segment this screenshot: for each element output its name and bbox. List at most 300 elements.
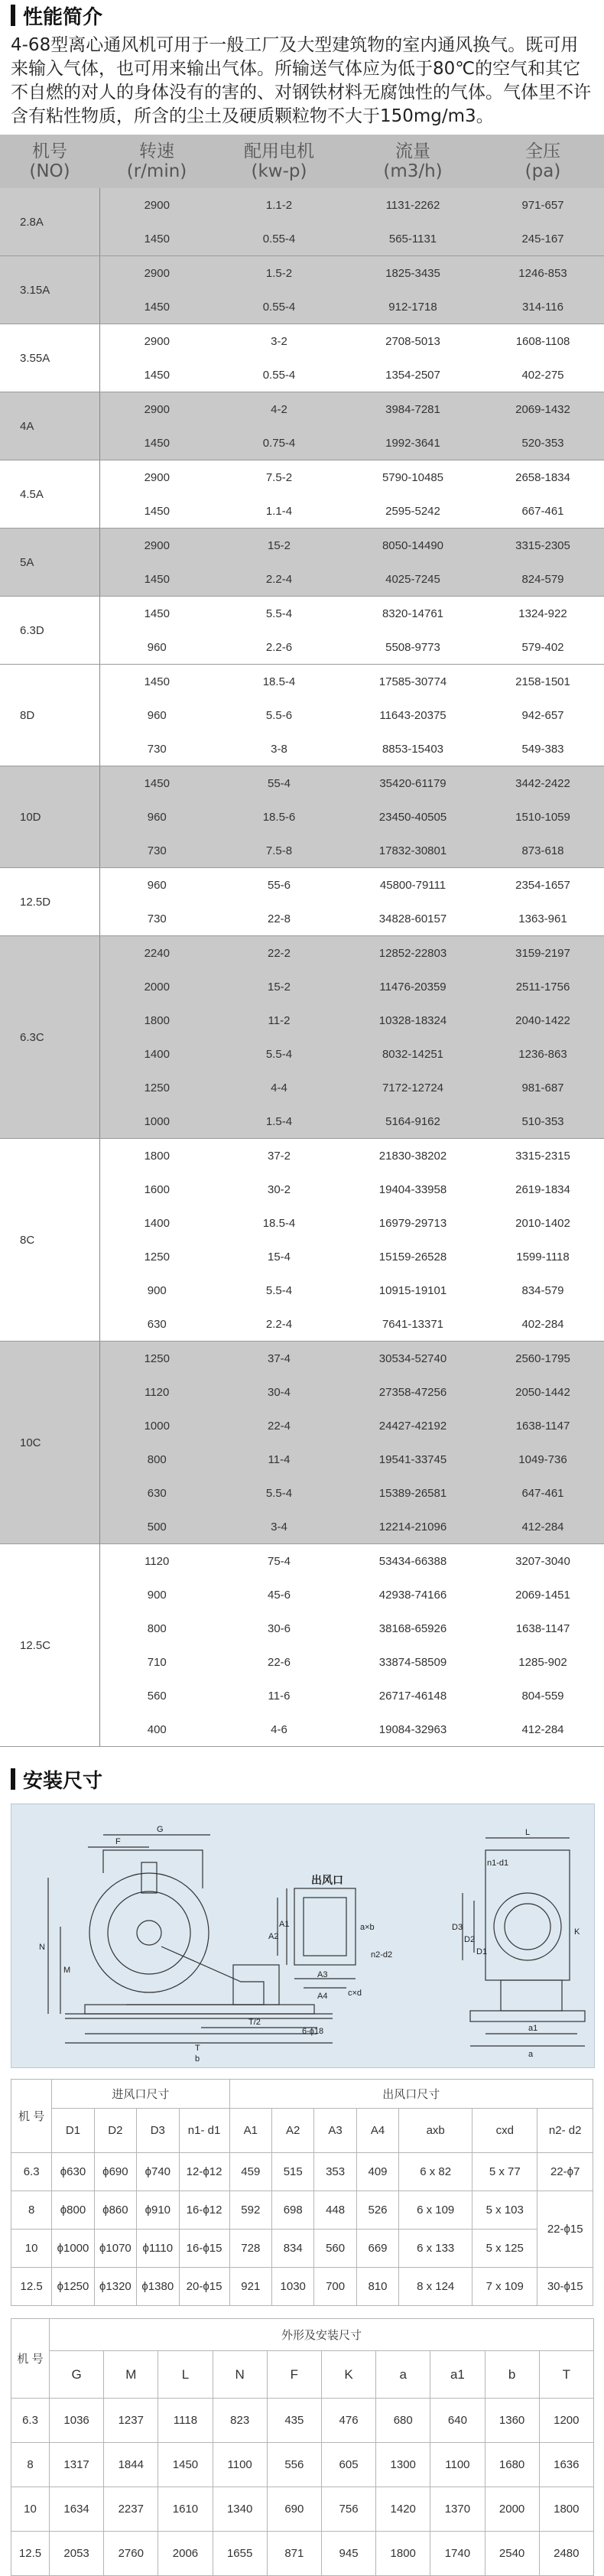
motor-cell: 0.55-4 bbox=[214, 222, 344, 256]
pressure-cell: 2354-1657 bbox=[482, 868, 604, 903]
model-cell: 4.5A bbox=[0, 460, 99, 529]
motor-cell: 1.1-4 bbox=[214, 494, 344, 529]
label-A1: A1 bbox=[279, 1920, 290, 1929]
motor-cell: 15-2 bbox=[214, 529, 344, 563]
speed-cell: 1450 bbox=[99, 494, 214, 529]
motor-cell: 3-8 bbox=[214, 732, 344, 766]
speed-cell: 1000 bbox=[99, 1409, 214, 1442]
header-speed: 转速 (r/min) bbox=[99, 135, 214, 188]
pressure-cell: 2050-1442 bbox=[482, 1375, 604, 1409]
dim1-col-header: A1 bbox=[229, 2109, 271, 2153]
motor-cell: 22-6 bbox=[214, 1645, 344, 1679]
motor-cell: 7.5-2 bbox=[214, 460, 344, 495]
speed-cell: 730 bbox=[99, 902, 214, 936]
speed-cell: 960 bbox=[99, 630, 214, 665]
flow-cell: 4025-7245 bbox=[344, 562, 482, 597]
pressure-cell: 3442-2422 bbox=[482, 766, 604, 801]
dim2-row bbox=[11, 2487, 594, 2532]
dim1-value-cell: 560 bbox=[314, 2230, 356, 2268]
label-D2: D2 bbox=[464, 1935, 476, 1944]
pressure-cell: 1638-1147 bbox=[482, 1612, 604, 1645]
speed-cell: 1800 bbox=[99, 1003, 214, 1037]
pressure-cell: 402-275 bbox=[482, 358, 604, 392]
dim1-value-cell: 698 bbox=[272, 2191, 314, 2230]
flow-cell: 38168-65926 bbox=[344, 1612, 482, 1645]
header-motor: 配用电机 (kw-p) bbox=[214, 135, 344, 188]
label-G: G bbox=[157, 1825, 164, 1834]
speed-cell: 630 bbox=[99, 1476, 214, 1510]
dim1-col-header: D2 bbox=[94, 2109, 136, 2153]
performance-row bbox=[0, 188, 604, 222]
dim1-col-header: A4 bbox=[356, 2109, 398, 2153]
speed-cell: 710 bbox=[99, 1645, 214, 1679]
model-cell: 6.3D bbox=[0, 597, 99, 665]
speed-cell: 2900 bbox=[99, 460, 214, 495]
motor-cell: 1.1-2 bbox=[214, 188, 344, 222]
dim1-col-header: D3 bbox=[137, 2109, 179, 2153]
performance-table-body bbox=[0, 188, 604, 1747]
dim2-value-cell: 1450 bbox=[158, 2443, 213, 2487]
model-cell: 8D bbox=[0, 665, 99, 766]
install-title: 安装尺寸 bbox=[23, 1769, 103, 1793]
flow-cell: 53434-66388 bbox=[344, 1544, 482, 1579]
dim2-value-cell: 945 bbox=[321, 2532, 375, 2576]
label-b: b bbox=[195, 2054, 200, 2064]
speed-cell: 800 bbox=[99, 1612, 214, 1645]
dim2-value-cell: 756 bbox=[321, 2487, 375, 2532]
motor-cell: 5.5-4 bbox=[214, 597, 344, 631]
dim2-value-cell: 1237 bbox=[104, 2399, 158, 2443]
flow-cell: 17585-30774 bbox=[344, 665, 482, 699]
speed-cell: 1450 bbox=[99, 665, 214, 699]
dim1-value-cell: 5 x 125 bbox=[472, 2230, 537, 2268]
dim2-value-cell: 1317 bbox=[50, 2443, 104, 2487]
speed-cell: 960 bbox=[99, 800, 214, 834]
flow-cell: 1131-2262 bbox=[344, 188, 482, 222]
flow-cell: 1825-3435 bbox=[344, 256, 482, 291]
label-D3: D3 bbox=[452, 1923, 463, 1932]
dim2-model-cell: 12.5 bbox=[11, 2532, 50, 2576]
pressure-cell: 2511-1756 bbox=[482, 970, 604, 1003]
pressure-cell: 412-284 bbox=[482, 1510, 604, 1544]
flow-cell: 23450-40505 bbox=[344, 800, 482, 834]
motor-cell: 5.5-4 bbox=[214, 1476, 344, 1510]
motor-cell: 2.2-4 bbox=[214, 562, 344, 597]
dim1-value-cell: 515 bbox=[272, 2153, 314, 2191]
motor-cell: 2.2-4 bbox=[214, 1307, 344, 1342]
label-A3: A3 bbox=[317, 1970, 328, 1979]
performance-section-title bbox=[0, 0, 604, 31]
dim2-col-header: K bbox=[321, 2351, 375, 2399]
flow-cell: 30534-52740 bbox=[344, 1342, 482, 1376]
flow-cell: 26717-46148 bbox=[344, 1679, 482, 1712]
pressure-cell: 3207-3040 bbox=[482, 1544, 604, 1579]
pressure-cell: 1510-1059 bbox=[482, 800, 604, 834]
flow-cell: 19541-33745 bbox=[344, 1442, 482, 1476]
inlet-outlet-dimension-table bbox=[11, 2079, 593, 2306]
dim1-row bbox=[11, 2268, 593, 2306]
dim2-value-cell: 1420 bbox=[376, 2487, 430, 2532]
dim2-model-header: 机 号 bbox=[11, 2319, 50, 2399]
dim2-value-cell: 1610 bbox=[158, 2487, 213, 2532]
dim1-outlet-header: 出风口尺寸 bbox=[229, 2080, 593, 2109]
performance-row bbox=[0, 460, 604, 495]
pressure-cell: 1599-1118 bbox=[482, 1240, 604, 1273]
label-cxd: c×d bbox=[348, 1989, 362, 1998]
flow-cell: 10915-19101 bbox=[344, 1273, 482, 1307]
pressure-cell: 579-402 bbox=[482, 630, 604, 665]
dim2-value-cell: 1360 bbox=[485, 2399, 539, 2443]
dim1-value-cell: 409 bbox=[356, 2153, 398, 2191]
header-model: 机号 (NO) bbox=[0, 135, 99, 188]
dim2-col-header: G bbox=[50, 2351, 104, 2399]
label-K: K bbox=[574, 1927, 580, 1937]
speed-cell: 2900 bbox=[99, 324, 214, 359]
flow-cell: 35420-61179 bbox=[344, 766, 482, 801]
performance-header-row bbox=[0, 135, 604, 188]
speed-cell: 1450 bbox=[99, 290, 214, 324]
dim1-value-cell: 834 bbox=[272, 2230, 314, 2268]
dim1-value-cell: ϕ1070 bbox=[94, 2230, 136, 2268]
dim1-col-header: n1- d1 bbox=[179, 2109, 229, 2153]
dim1-model-cell: 10 bbox=[11, 2230, 52, 2268]
performance-row bbox=[0, 256, 604, 291]
pressure-cell: 2069-1451 bbox=[482, 1578, 604, 1612]
install-section-title bbox=[0, 1764, 604, 1794]
motor-cell: 3-2 bbox=[214, 324, 344, 359]
motor-cell: 4-6 bbox=[214, 1712, 344, 1747]
label-outlet: 出风口 bbox=[311, 1874, 343, 1886]
label-L: L bbox=[525, 1828, 531, 1837]
dim1-value-cell: 459 bbox=[229, 2153, 271, 2191]
model-cell: 2.8A bbox=[0, 188, 99, 256]
dim1-model-cell: 12.5 bbox=[11, 2268, 52, 2306]
model-cell: 5A bbox=[0, 529, 99, 597]
performance-row bbox=[0, 324, 604, 359]
motor-cell: 4-2 bbox=[214, 392, 344, 427]
pressure-cell: 647-461 bbox=[482, 1476, 604, 1510]
flow-cell: 19084-32963 bbox=[344, 1712, 482, 1747]
label-M: M bbox=[63, 1966, 71, 1975]
model-cell: 6.3C bbox=[0, 936, 99, 1139]
pressure-cell: 3315-2315 bbox=[482, 1139, 604, 1173]
dim2-value-cell: 690 bbox=[267, 2487, 321, 2532]
dim2-col-header: a1 bbox=[430, 2351, 485, 2399]
pressure-cell: 1608-1108 bbox=[482, 324, 604, 359]
performance-row bbox=[0, 392, 604, 427]
fan-housing-shape bbox=[89, 1873, 209, 1992]
dim2-value-cell: 1740 bbox=[430, 2532, 485, 2576]
motor-cell: 1.5-2 bbox=[214, 256, 344, 291]
dim2-value-cell: 2540 bbox=[485, 2532, 539, 2576]
label-hole: 6-ϕ18 bbox=[302, 2027, 324, 2036]
motor-cell: 5.5-4 bbox=[214, 1037, 344, 1071]
title-bar-marker bbox=[11, 5, 15, 26]
flow-cell: 5790-10485 bbox=[344, 460, 482, 495]
dim1-value-cell: ϕ740 bbox=[137, 2153, 179, 2191]
header-flow: 流量 (m3/h) bbox=[344, 135, 482, 188]
speed-cell: 1000 bbox=[99, 1104, 214, 1139]
dim2-value-cell: 1036 bbox=[50, 2399, 104, 2443]
dim1-value-cell: ϕ1320 bbox=[94, 2268, 136, 2306]
speed-cell: 1450 bbox=[99, 222, 214, 256]
performance-row bbox=[0, 1139, 604, 1173]
label-n2d2: n2-d2 bbox=[371, 1950, 393, 1960]
fan-drawing bbox=[11, 1804, 594, 2067]
motor-cell: 55-4 bbox=[214, 766, 344, 801]
flow-cell: 8032-14251 bbox=[344, 1037, 482, 1071]
flow-cell: 17832-30801 bbox=[344, 834, 482, 868]
dim2-value-cell: 1100 bbox=[213, 2443, 267, 2487]
flow-cell: 912-1718 bbox=[344, 290, 482, 324]
flow-cell: 42938-74166 bbox=[344, 1578, 482, 1612]
speed-cell: 2900 bbox=[99, 529, 214, 563]
dim1-body bbox=[11, 2153, 593, 2306]
flow-cell: 19404-33958 bbox=[344, 1173, 482, 1206]
pressure-cell: 1049-736 bbox=[482, 1442, 604, 1476]
flow-cell: 15389-26581 bbox=[344, 1476, 482, 1510]
speed-cell: 2900 bbox=[99, 188, 214, 222]
pressure-cell: 3159-2197 bbox=[482, 936, 604, 971]
dim1-value-cell: ϕ690 bbox=[94, 2153, 136, 2191]
pressure-cell: 245-167 bbox=[482, 222, 604, 256]
pressure-cell: 1324-922 bbox=[482, 597, 604, 631]
speed-cell: 900 bbox=[99, 1578, 214, 1612]
flow-cell: 34828-60157 bbox=[344, 902, 482, 936]
flow-cell: 10328-18324 bbox=[344, 1003, 482, 1037]
flow-cell: 16979-29713 bbox=[344, 1206, 482, 1240]
motor-cell: 0.55-4 bbox=[214, 290, 344, 324]
speed-cell: 1400 bbox=[99, 1037, 214, 1071]
dim1-value-cell: 20-ϕ15 bbox=[179, 2268, 229, 2306]
label-D1: D1 bbox=[476, 1947, 488, 1956]
model-cell: 8C bbox=[0, 1139, 99, 1342]
speed-cell: 1450 bbox=[99, 358, 214, 392]
label-A2: A2 bbox=[268, 1932, 279, 1941]
label-N: N bbox=[39, 1943, 45, 1952]
dim1-value-cell: 353 bbox=[314, 2153, 356, 2191]
pressure-cell: 549-383 bbox=[482, 732, 604, 766]
dim2-col-header: T bbox=[539, 2351, 593, 2399]
motor-cell: 45-6 bbox=[214, 1578, 344, 1612]
pressure-cell: 2158-1501 bbox=[482, 665, 604, 699]
speed-cell: 1450 bbox=[99, 562, 214, 597]
dim2-group-header-row bbox=[11, 2319, 594, 2351]
title-bar-marker bbox=[11, 1768, 15, 1790]
dim2-row bbox=[11, 2399, 594, 2443]
dim1-col-header: A2 bbox=[272, 2109, 314, 2153]
dim2-value-cell: 1370 bbox=[430, 2487, 485, 2532]
motor-cell: 4-4 bbox=[214, 1071, 344, 1104]
speed-cell: 1450 bbox=[99, 426, 214, 460]
motor-cell: 37-4 bbox=[214, 1342, 344, 1376]
pressure-cell: 804-559 bbox=[482, 1679, 604, 1712]
model-cell: 4A bbox=[0, 392, 99, 460]
flow-cell: 21830-38202 bbox=[344, 1139, 482, 1173]
flow-cell: 2708-5013 bbox=[344, 324, 482, 359]
motor-cell: 11-2 bbox=[214, 1003, 344, 1037]
motor-cell: 15-2 bbox=[214, 970, 344, 1003]
dim1-n2d2-cell: 30-ϕ15 bbox=[537, 2268, 593, 2306]
dim1-group-header-row bbox=[11, 2080, 593, 2109]
pressure-cell: 834-579 bbox=[482, 1273, 604, 1307]
pressure-cell: 412-284 bbox=[482, 1712, 604, 1747]
model-cell: 12.5C bbox=[0, 1544, 99, 1747]
speed-cell: 1120 bbox=[99, 1544, 214, 1579]
speed-cell: 500 bbox=[99, 1510, 214, 1544]
dim2-column-header-row bbox=[11, 2351, 594, 2399]
label-F: F bbox=[115, 1837, 121, 1846]
speed-cell: 1250 bbox=[99, 1342, 214, 1376]
performance-row bbox=[0, 597, 604, 631]
pressure-cell: 2658-1834 bbox=[482, 460, 604, 495]
motor-cell: 2.2-6 bbox=[214, 630, 344, 665]
flow-cell: 15159-26528 bbox=[344, 1240, 482, 1273]
performance-row bbox=[0, 868, 604, 903]
model-cell: 10C bbox=[0, 1342, 99, 1544]
dim2-value-cell: 1800 bbox=[376, 2532, 430, 2576]
dim1-inlet-header: 进风口尺寸 bbox=[52, 2080, 229, 2109]
dim1-value-cell: 5 x 103 bbox=[472, 2191, 537, 2230]
pressure-cell: 2560-1795 bbox=[482, 1342, 604, 1376]
pressure-cell: 1246-853 bbox=[482, 256, 604, 291]
performance-row bbox=[0, 766, 604, 801]
pressure-cell: 971-657 bbox=[482, 188, 604, 222]
speed-cell: 400 bbox=[99, 1712, 214, 1747]
dim2-value-cell: 1636 bbox=[539, 2443, 593, 2487]
flow-cell: 8853-15403 bbox=[344, 732, 482, 766]
pressure-cell: 667-461 bbox=[482, 494, 604, 529]
model-cell: 3.55A bbox=[0, 324, 99, 392]
label-T2: T/2 bbox=[248, 2018, 261, 2027]
dim1-col-header: axb bbox=[399, 2109, 472, 2153]
dim1-value-cell: 669 bbox=[356, 2230, 398, 2268]
speed-cell: 1250 bbox=[99, 1240, 214, 1273]
flow-cell: 8050-14490 bbox=[344, 529, 482, 563]
pressure-cell: 942-657 bbox=[482, 698, 604, 732]
pressure-cell: 2069-1432 bbox=[482, 392, 604, 427]
performance-row bbox=[0, 529, 604, 563]
pressure-cell: 2619-1834 bbox=[482, 1173, 604, 1206]
dim1-model-header: 机 号 bbox=[11, 2080, 52, 2153]
label-n1d1: n1-d1 bbox=[487, 1859, 509, 1868]
performance-row bbox=[0, 665, 604, 699]
motor-cell: 11-6 bbox=[214, 1679, 344, 1712]
motor-cell: 3-4 bbox=[214, 1510, 344, 1544]
pressure-cell: 1363-961 bbox=[482, 902, 604, 936]
speed-cell: 1450 bbox=[99, 766, 214, 801]
dim2-value-cell: 680 bbox=[376, 2399, 430, 2443]
dim1-value-cell: ϕ800 bbox=[52, 2191, 94, 2230]
header-pressure: 全压 (pa) bbox=[482, 135, 604, 188]
speed-cell: 630 bbox=[99, 1307, 214, 1342]
dim2-col-header: a bbox=[376, 2351, 430, 2399]
dim1-col-header: n2- d2 bbox=[537, 2109, 593, 2153]
dim1-value-cell: ϕ630 bbox=[52, 2153, 94, 2191]
dim2-value-cell: 1800 bbox=[539, 2487, 593, 2532]
pressure-cell: 510-353 bbox=[482, 1104, 604, 1139]
dim2-value-cell: 556 bbox=[267, 2443, 321, 2487]
dim1-value-cell: 592 bbox=[229, 2191, 271, 2230]
motor-cell: 7.5-8 bbox=[214, 834, 344, 868]
dim1-value-cell: 728 bbox=[229, 2230, 271, 2268]
model-cell: 12.5D bbox=[0, 868, 99, 936]
dim1-value-cell: 5 x 77 bbox=[472, 2153, 537, 2191]
motor-cell: 15-4 bbox=[214, 1240, 344, 1273]
motor-cell: 5.5-4 bbox=[214, 1273, 344, 1307]
speed-cell: 800 bbox=[99, 1442, 214, 1476]
dim2-value-cell: 2760 bbox=[104, 2532, 158, 2576]
speed-cell: 560 bbox=[99, 1679, 214, 1712]
speed-cell: 1600 bbox=[99, 1173, 214, 1206]
flow-cell: 7641-13371 bbox=[344, 1307, 482, 1342]
pressure-cell: 824-579 bbox=[482, 562, 604, 597]
dim1-value-cell: 8 x 124 bbox=[399, 2268, 472, 2306]
dim2-value-cell: 1844 bbox=[104, 2443, 158, 2487]
motor-cell: 18.5-4 bbox=[214, 665, 344, 699]
motor-cell: 0.55-4 bbox=[214, 358, 344, 392]
dim1-value-cell: 7 x 109 bbox=[472, 2268, 537, 2306]
motor-cell: 1.5-4 bbox=[214, 1104, 344, 1139]
speed-cell: 1800 bbox=[99, 1139, 214, 1173]
dim1-n2d2-merged-cell: 22-ϕ15 bbox=[537, 2191, 593, 2268]
dim2-value-cell: 640 bbox=[430, 2399, 485, 2443]
motor-cell: 22-4 bbox=[214, 1409, 344, 1442]
dim2-col-header: M bbox=[104, 2351, 158, 2399]
label-axb: a×b bbox=[360, 1923, 375, 1932]
label-T: T bbox=[195, 2044, 200, 2053]
pressure-cell: 873-618 bbox=[482, 834, 604, 868]
speed-cell: 2000 bbox=[99, 970, 214, 1003]
performance-title: 性能简介 bbox=[23, 5, 103, 29]
dim1-value-cell: ϕ1110 bbox=[137, 2230, 179, 2268]
motor-cell: 18.5-6 bbox=[214, 800, 344, 834]
motor-cell: 0.75-4 bbox=[214, 426, 344, 460]
flow-cell: 33874-58509 bbox=[344, 1645, 482, 1679]
speed-cell: 960 bbox=[99, 868, 214, 903]
speed-cell: 1250 bbox=[99, 1071, 214, 1104]
dim1-col-header: cxd bbox=[472, 2109, 537, 2153]
dim2-model-cell: 6.3 bbox=[11, 2399, 50, 2443]
dim2-col-header: L bbox=[158, 2351, 213, 2399]
dim2-value-cell: 1634 bbox=[50, 2487, 104, 2532]
dim1-value-cell: 6 x 82 bbox=[399, 2153, 472, 2191]
flow-cell: 24427-42192 bbox=[344, 1409, 482, 1442]
motor-cell: 18.5-4 bbox=[214, 1206, 344, 1240]
installation-diagram bbox=[11, 1804, 595, 2068]
dim1-n2d2-cell: 22-ϕ7 bbox=[537, 2153, 593, 2191]
flow-cell: 45800-79111 bbox=[344, 868, 482, 903]
dim2-value-cell: 1200 bbox=[539, 2399, 593, 2443]
dim2-value-cell: 1655 bbox=[213, 2532, 267, 2576]
speed-cell: 1120 bbox=[99, 1375, 214, 1409]
motor-cell: 30-2 bbox=[214, 1173, 344, 1206]
dim2-col-header: b bbox=[485, 2351, 539, 2399]
flow-cell: 2595-5242 bbox=[344, 494, 482, 529]
flow-cell: 12852-22803 bbox=[344, 936, 482, 971]
dim2-col-header: N bbox=[213, 2351, 267, 2399]
motor-cell: 5.5-6 bbox=[214, 698, 344, 732]
dim1-value-cell: 700 bbox=[314, 2268, 356, 2306]
dim2-value-cell: 1340 bbox=[213, 2487, 267, 2532]
speed-cell: 960 bbox=[99, 698, 214, 732]
pressure-cell: 314-116 bbox=[482, 290, 604, 324]
speed-cell: 1450 bbox=[99, 597, 214, 631]
performance-row bbox=[0, 1544, 604, 1579]
dim2-value-cell: 1680 bbox=[485, 2443, 539, 2487]
flow-cell: 5164-9162 bbox=[344, 1104, 482, 1139]
label-A4: A4 bbox=[317, 1992, 328, 2001]
